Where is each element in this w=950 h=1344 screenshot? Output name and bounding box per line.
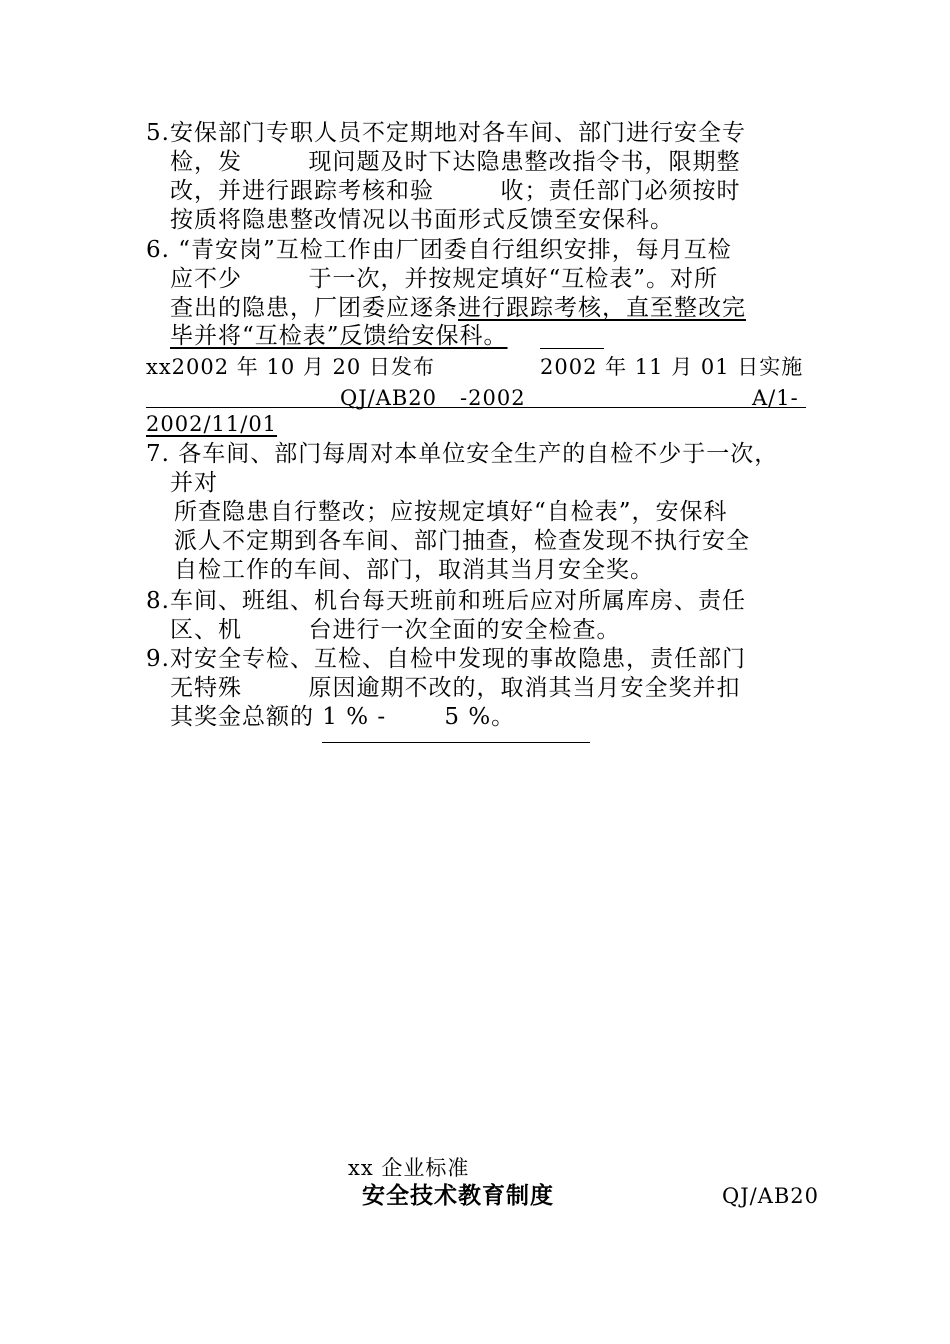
header-rule — [146, 407, 806, 408]
item-6-line-2: 应不少 于一次，并按规定填好“互检表”。对所 — [170, 266, 719, 292]
implement-date: 2002 年 11 月 01 日实施 — [540, 355, 804, 379]
issue-date: xx2002 年 10 月 20 日发布 — [146, 355, 435, 379]
item-6-line-3-a: 查出的隐患，厂团委应逐条 — [170, 295, 458, 321]
company-standard: xx 企业标准 — [348, 1156, 470, 1180]
item-6-line-3 — [170, 294, 746, 322]
item-5-line-3: 改，并进行跟踪考核和验 收；责任部门必须按时 — [170, 178, 741, 204]
document-title: 安全技术教育制度 — [362, 1182, 554, 1209]
item-9-line-3: 其奖金总额的 1 % - 5 %。 — [170, 704, 516, 730]
item-8-line-2: 区、机 台进行一次全面的安全检查。 — [170, 617, 621, 643]
bottom-standard-code: QJ/AB20 — [722, 1184, 820, 1208]
standard-date: 2002/11/01 — [146, 412, 278, 436]
item-9-line-1: 9.对安全专检、互检、自检中发现的事故隐患，责任部门 — [146, 646, 746, 672]
item-6-line-1: 6. “青安岗”互检工作由厂团委自行组织安排，每月互检 — [146, 237, 732, 263]
item-6-line-3-b: 进行跟踪考核，直至整改完 — [458, 295, 746, 321]
item-7-line-1: 7. 各车间、部门每周对本单位安全生产的自检不少于一次， — [146, 441, 779, 467]
item-7-line-4: 派人不定期到各车间、部门抽查，检查发现不执行安全 — [174, 528, 750, 554]
item-5-line-1: 5.安保部门专职人员不定期地对各车间、部门进行安全专 — [146, 120, 746, 146]
item-5-line-4: 按质将隐患整改情况以书面形式反馈至安保科。 — [170, 207, 674, 233]
item-6-line-4: 毕并将“互检表”反馈给安保科。 — [170, 323, 508, 349]
item-7-line-2: 并对 — [170, 470, 218, 496]
item-7-line-3: 所查隐患自行整改；应按规定填好“自检表”，安保科 — [174, 499, 728, 525]
end-rule — [322, 742, 590, 743]
version: A/1- — [752, 386, 799, 410]
item-8-line-1: 8.车间、班组、机台每天班前和班后应对所属库房、责任 — [146, 588, 746, 614]
item-9-line-2: 无特殊 原因逾期不改的，取消其当月安全奖并扣 — [170, 675, 741, 701]
item-5-line-2: 检，发 现问题及时下达隐患整改指令书，限期整 — [170, 149, 741, 175]
item-7-line-5: 自检工作的车间、部门，取消其当月安全奖。 — [174, 557, 654, 583]
underline-rule — [540, 348, 604, 349]
standard-code: QJ/AB20 -2002 — [340, 386, 526, 410]
